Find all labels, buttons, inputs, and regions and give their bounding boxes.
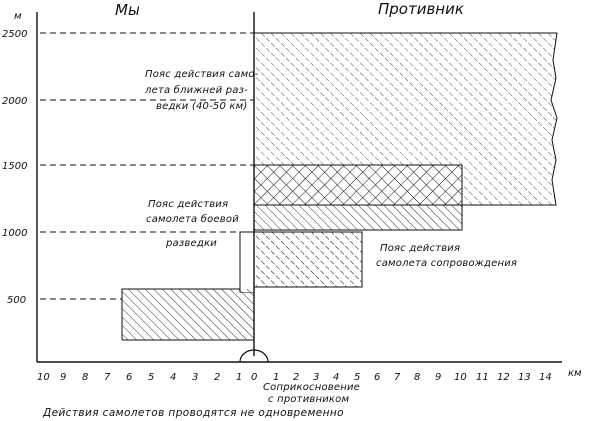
svg-text:ведки (40-50 км): ведки (40-50 км)	[156, 101, 248, 112]
svg-text:разведки: разведки	[166, 238, 217, 249]
y-tick-label: 1500	[2, 161, 28, 172]
x-tick-label: 8	[414, 372, 421, 383]
y-tick-label: 2000	[2, 96, 28, 107]
x-tick-label: 9	[435, 372, 442, 383]
x-tick-label: 4	[333, 372, 340, 383]
x-ticks	[37, 368, 582, 383]
x-tick-label: 10	[37, 372, 50, 383]
svg-text:Пояс действия само-: Пояс действия само-	[145, 69, 259, 80]
x-tick-label: 6	[126, 372, 133, 383]
x-tick-label: 3	[192, 372, 199, 383]
x-tick-label: 7	[104, 372, 111, 383]
y-tick-label: 2500	[2, 29, 28, 40]
zone-escort	[230, 232, 362, 292]
x-tick-label: 14	[539, 372, 552, 383]
y-ticks	[2, 29, 27, 306]
x-tick-label: 2	[214, 372, 221, 383]
x-tick-label: 4	[170, 372, 177, 383]
header-right: Противник	[378, 0, 464, 18]
label-combat-recon	[146, 199, 239, 249]
x-unit: км	[568, 368, 582, 379]
x-tick-label: 11	[476, 372, 489, 383]
x-tick-label: 3	[313, 372, 320, 383]
x-tick-label: 10	[454, 372, 467, 383]
svg-text:Пояс действия: Пояс действия	[148, 199, 229, 210]
x-tick-label: 1	[273, 372, 280, 383]
header-left: Мы	[115, 1, 140, 19]
x-tick-label: 13	[518, 372, 531, 383]
svg-text:Пояс действия: Пояс действия	[380, 243, 461, 254]
x-tick-label: 8	[82, 372, 89, 383]
svg-text:самолета сопровождения: самолета сопровождения	[376, 258, 518, 269]
x-tick-label: 6	[374, 372, 381, 383]
x-tick-label: 5	[354, 372, 361, 383]
zone-combat-recon-right	[254, 165, 462, 230]
y-tick-label: 1000	[2, 228, 28, 239]
x-tick-label: 1	[236, 372, 243, 383]
svg-text:лета ближней раз-: лета ближней раз-	[145, 85, 248, 96]
caption: Действия самолетов проводятся не одновременно	[43, 407, 345, 419]
x-tick-label: 5	[148, 372, 155, 383]
y-tick-label: 500	[7, 295, 27, 306]
x-tick-label: 2	[293, 372, 300, 383]
x-tick-label: 9	[60, 372, 67, 383]
x-tick-label: 12	[497, 372, 510, 383]
label-contact	[263, 382, 360, 405]
x-tick-label: 7	[394, 372, 401, 383]
y-unit: м	[14, 11, 22, 22]
label-close-recon	[144, 69, 259, 112]
x-tick-label: 0	[251, 372, 258, 383]
label-escort	[376, 243, 517, 269]
svg-text:самолета боевой: самолета боевой	[146, 214, 239, 225]
svg-text:Соприкосновение: Соприкосновение	[263, 382, 361, 393]
svg-text:с противником: с противником	[268, 394, 350, 405]
